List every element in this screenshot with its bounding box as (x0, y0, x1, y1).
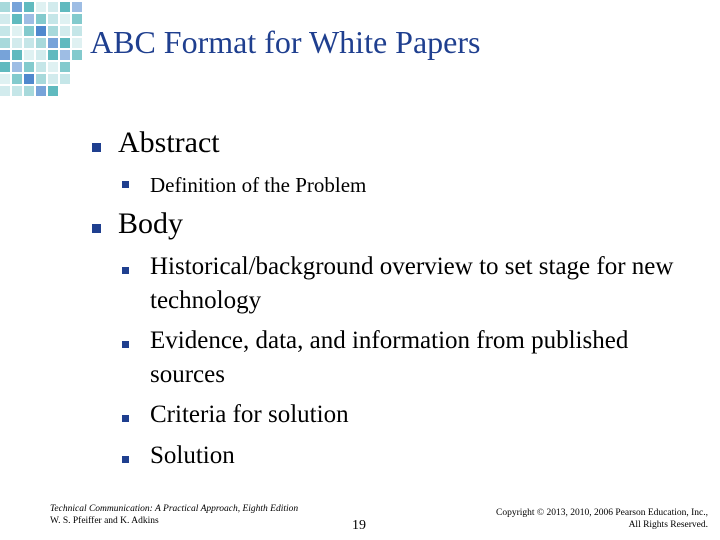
copyright-line-2: All Rights Reserved. (628, 520, 708, 530)
mosaic-tile (60, 38, 70, 48)
bullet-label: Body (118, 207, 184, 240)
slide-title: ABC Format for White Papers (90, 24, 481, 60)
mosaic-tile (48, 14, 58, 24)
footer-book-title: Technical Communication: A Practical Approach, Eighth Edition (50, 504, 299, 514)
bullet-square-icon (122, 181, 129, 188)
mosaic-tile (12, 26, 22, 36)
mosaic-tile (0, 50, 10, 60)
mosaic-tile (36, 74, 46, 84)
mosaic-tile (72, 50, 82, 60)
copyright-line-1: Copyright © 2013, 2010, 2006 Pearson Education, Inc., (496, 508, 708, 518)
mosaic-tile (36, 14, 46, 24)
sub-bullet-text: Solution (150, 442, 235, 469)
mosaic-tile (0, 26, 10, 36)
mosaic-tile (12, 62, 22, 72)
bullet-square-icon (92, 143, 101, 152)
mosaic-tile (48, 26, 58, 36)
mosaic-tile (24, 86, 34, 96)
mosaic-tile (0, 14, 10, 24)
mosaic-tile (36, 86, 46, 96)
page-number: 19 (352, 518, 366, 533)
sub-bullet-text: Historical/background overview to set stage for new technology (150, 253, 674, 314)
mosaic-tile (60, 26, 70, 36)
bullet-square-icon (122, 341, 129, 348)
mosaic-tile (12, 38, 22, 48)
footer-citation (50, 503, 298, 527)
footer-authors: W. S. Pfeiffer and K. Adkins (50, 516, 159, 526)
mosaic-tile (24, 2, 34, 12)
mosaic-tile (60, 2, 70, 12)
mosaic-tile (72, 14, 82, 24)
bullet-square-icon (92, 224, 101, 233)
mosaic-tile (36, 26, 46, 36)
mosaic-tile (48, 38, 58, 48)
bullet-square-icon (122, 415, 129, 422)
mosaic-tile (72, 2, 82, 12)
mosaic-tile (36, 2, 46, 12)
mosaic-tile (12, 50, 22, 60)
decorative-tile-mosaic (0, 0, 84, 102)
mosaic-tile (60, 74, 70, 84)
mosaic-tile (12, 74, 22, 84)
mosaic-tile (72, 38, 82, 48)
mosaic-tile (48, 74, 58, 84)
mosaic-tile (60, 14, 70, 24)
bullet-square-icon (122, 267, 129, 274)
sub-bullet-text: Definition of the Problem (150, 173, 367, 197)
mosaic-tile (24, 38, 34, 48)
mosaic-tile (24, 14, 34, 24)
mosaic-tile (48, 50, 58, 60)
mosaic-tile (36, 62, 46, 72)
mosaic-tile (36, 38, 46, 48)
mosaic-tile (48, 86, 58, 96)
mosaic-tile (0, 38, 10, 48)
mosaic-tile (60, 50, 70, 60)
mosaic-tile (24, 74, 34, 84)
mosaic-tile (0, 74, 10, 84)
mosaic-tile (12, 2, 22, 12)
mosaic-tile (60, 62, 70, 72)
mosaic-tile (24, 62, 34, 72)
mosaic-tile (0, 62, 10, 72)
mosaic-tile (36, 50, 46, 60)
mosaic-tile (48, 2, 58, 12)
mosaic-tile (12, 14, 22, 24)
sub-bullet-text: Criteria for solution (150, 401, 349, 428)
mosaic-tile (24, 26, 34, 36)
mosaic-tile (0, 2, 10, 12)
mosaic-tile (0, 86, 10, 96)
bullet-square-icon (122, 456, 129, 463)
mosaic-tile (72, 26, 82, 36)
bullet-label: Abstract (118, 126, 220, 159)
mosaic-tile (12, 86, 22, 96)
footer-copyright (496, 507, 708, 531)
mosaic-tile (48, 62, 58, 72)
sub-bullet-text: Evidence, data, and information from published sources (150, 327, 629, 388)
mosaic-tile (24, 50, 34, 60)
